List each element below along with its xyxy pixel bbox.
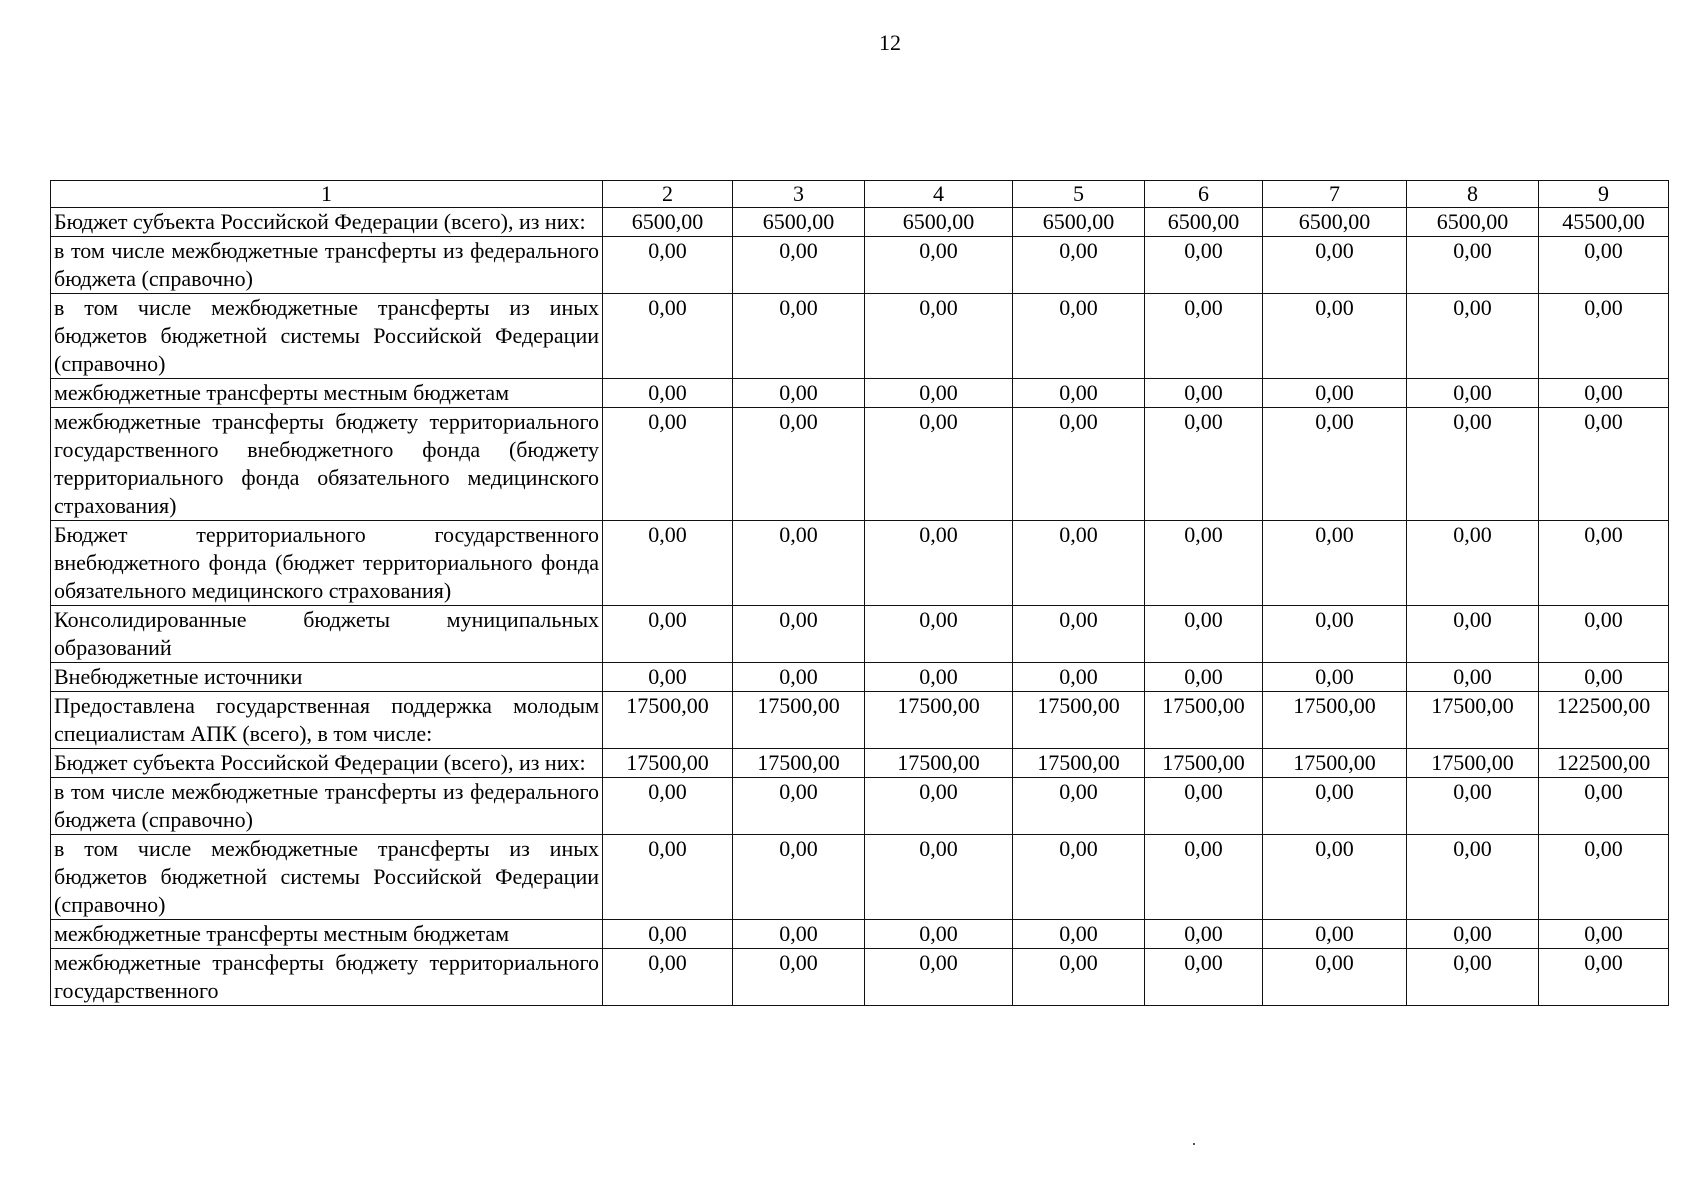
column-header: 7 (1263, 181, 1407, 208)
table-row (51, 379, 1669, 408)
value-cell: 0,00 (733, 408, 865, 521)
column-header: 5 (1013, 181, 1145, 208)
value-cell: 0,00 (733, 606, 865, 663)
table-row (51, 835, 1669, 920)
value-cell: 0,00 (1145, 521, 1263, 606)
value-cell: 0,00 (1263, 408, 1407, 521)
value-cell: 0,00 (1407, 379, 1539, 408)
value-cell: 0,00 (1407, 949, 1539, 1006)
value-cell: 0,00 (1145, 379, 1263, 408)
value-cell: 0,00 (1145, 606, 1263, 663)
value-cell: 0,00 (733, 949, 865, 1006)
value-cell: 0,00 (1145, 294, 1263, 379)
value-cell: 0,00 (1145, 920, 1263, 949)
value-cell: 0,00 (1263, 663, 1407, 692)
value-cell: 0,00 (1145, 237, 1263, 294)
value-cell: 0,00 (603, 408, 733, 521)
value-cell: 0,00 (1407, 521, 1539, 606)
value-cell: 0,00 (1407, 920, 1539, 949)
row-label: в том числе межбюджетные трансферты из иных бюджетов бюджетной системы Российской Федерации (справочно) (51, 294, 603, 379)
value-cell: 0,00 (603, 521, 733, 606)
value-cell: 0,00 (1145, 949, 1263, 1006)
value-cell: 17500,00 (865, 749, 1013, 778)
column-header: 1 (51, 181, 603, 208)
value-cell: 122500,00 (1539, 692, 1669, 749)
value-cell: 0,00 (1263, 294, 1407, 379)
value-cell: 122500,00 (1539, 749, 1669, 778)
page-number: 12 (879, 30, 901, 55)
value-cell: 17500,00 (1145, 692, 1263, 749)
value-cell: 0,00 (733, 521, 865, 606)
value-cell: 0,00 (1407, 294, 1539, 379)
value-cell: 0,00 (865, 379, 1013, 408)
value-cell: 6500,00 (865, 208, 1013, 237)
value-cell: 0,00 (865, 294, 1013, 379)
value-cell: 0,00 (1539, 835, 1669, 920)
table-row (51, 749, 1669, 778)
value-cell: 17500,00 (1407, 692, 1539, 749)
value-cell: 0,00 (603, 379, 733, 408)
value-cell: 0,00 (865, 663, 1013, 692)
value-cell: 0,00 (865, 778, 1013, 835)
row-label: межбюджетные трансферты местным бюджетам (51, 379, 603, 408)
value-cell: 0,00 (1539, 920, 1669, 949)
value-cell: 0,00 (1263, 379, 1407, 408)
value-cell: 0,00 (1539, 379, 1669, 408)
value-cell: 0,00 (1013, 379, 1145, 408)
value-cell: 0,00 (865, 237, 1013, 294)
value-cell: 0,00 (1013, 521, 1145, 606)
value-cell: 0,00 (1263, 835, 1407, 920)
value-cell: 17500,00 (865, 692, 1013, 749)
value-cell: 0,00 (1407, 237, 1539, 294)
value-cell: 0,00 (1013, 408, 1145, 521)
column-header: 2 (603, 181, 733, 208)
value-cell: 0,00 (1263, 949, 1407, 1006)
value-cell: 17500,00 (603, 749, 733, 778)
value-cell: 0,00 (603, 663, 733, 692)
value-cell: 0,00 (1013, 237, 1145, 294)
value-cell: 0,00 (733, 778, 865, 835)
value-cell: 6500,00 (1263, 208, 1407, 237)
value-cell: 6500,00 (1145, 208, 1263, 237)
value-cell: 17500,00 (603, 692, 733, 749)
value-cell: 0,00 (603, 949, 733, 1006)
table-row (51, 606, 1669, 663)
value-cell: 0,00 (1539, 237, 1669, 294)
value-cell: 0,00 (1145, 835, 1263, 920)
value-cell: 0,00 (1539, 408, 1669, 521)
value-cell: 17500,00 (1263, 749, 1407, 778)
row-label: Внебюджетные источники (51, 663, 603, 692)
row-label: межбюджетные трансферты бюджету территориального государственного внебюджетного фонда (бюджету территориального фонда обязательного медицинского страхования) (51, 408, 603, 521)
row-label: в том числе межбюджетные трансферты из федерального бюджета (справочно) (51, 778, 603, 835)
value-cell: 0,00 (1013, 778, 1145, 835)
value-cell: 0,00 (1407, 663, 1539, 692)
value-cell: 0,00 (733, 920, 865, 949)
column-header: 6 (1145, 181, 1263, 208)
value-cell: 6500,00 (1407, 208, 1539, 237)
table-row (51, 920, 1669, 949)
value-cell: 0,00 (1263, 920, 1407, 949)
value-cell: 0,00 (733, 294, 865, 379)
value-cell: 17500,00 (1013, 749, 1145, 778)
value-cell: 0,00 (1407, 408, 1539, 521)
value-cell: 0,00 (603, 237, 733, 294)
value-cell: 0,00 (865, 408, 1013, 521)
row-label: Предоставлена государственная поддержка молодым специалистам АПК (всего), в том числе: (51, 692, 603, 749)
value-cell: 0,00 (865, 521, 1013, 606)
value-cell: 17500,00 (733, 692, 865, 749)
value-cell: 0,00 (733, 379, 865, 408)
value-cell: 6500,00 (603, 208, 733, 237)
row-label: Бюджет субъекта Российской Федерации (всего), из них: (51, 749, 603, 778)
table-row (51, 294, 1669, 379)
value-cell: 0,00 (603, 294, 733, 379)
row-label: межбюджетные трансферты местным бюджетам (51, 920, 603, 949)
table-row (51, 408, 1669, 521)
row-label: в том числе межбюджетные трансферты из федерального бюджета (справочно) (51, 237, 603, 294)
value-cell: 0,00 (603, 606, 733, 663)
value-cell: 0,00 (1145, 663, 1263, 692)
table-row (51, 949, 1669, 1006)
value-cell: 0,00 (1013, 920, 1145, 949)
value-cell: 0,00 (1539, 521, 1669, 606)
value-cell: 17500,00 (1013, 692, 1145, 749)
value-cell: 6500,00 (733, 208, 865, 237)
value-cell: 0,00 (1407, 778, 1539, 835)
value-cell: 0,00 (1145, 408, 1263, 521)
row-label: межбюджетные трансферты бюджету территориального государственного (51, 949, 603, 1006)
value-cell: 0,00 (603, 778, 733, 835)
value-cell: 0,00 (1407, 835, 1539, 920)
value-cell: 0,00 (733, 835, 865, 920)
column-header: 3 (733, 181, 865, 208)
value-cell: 17500,00 (1263, 692, 1407, 749)
value-cell: 0,00 (1407, 606, 1539, 663)
row-label: Консолидированные бюджеты муниципальных образований (51, 606, 603, 663)
value-cell: 0,00 (1263, 606, 1407, 663)
budget-table (50, 180, 1669, 1006)
value-cell: 0,00 (1539, 294, 1669, 379)
value-cell: 0,00 (1539, 606, 1669, 663)
value-cell: 0,00 (733, 663, 865, 692)
table-row (51, 521, 1669, 606)
value-cell: 17500,00 (1145, 749, 1263, 778)
column-header: 9 (1539, 181, 1669, 208)
value-cell: 0,00 (865, 949, 1013, 1006)
value-cell: 0,00 (1539, 949, 1669, 1006)
row-label: в том числе межбюджетные трансферты из иных бюджетов бюджетной системы Российской Федерации (справочно) (51, 835, 603, 920)
value-cell: 0,00 (865, 920, 1013, 949)
value-cell: 0,00 (1013, 835, 1145, 920)
table-row (51, 778, 1669, 835)
table-row (51, 237, 1669, 294)
value-cell: 0,00 (1263, 521, 1407, 606)
value-cell: 0,00 (865, 835, 1013, 920)
table-row (51, 208, 1669, 237)
table-body (51, 208, 1669, 1006)
value-cell: 0,00 (1539, 663, 1669, 692)
value-cell: 17500,00 (733, 749, 865, 778)
value-cell: 0,00 (733, 237, 865, 294)
value-cell: 0,00 (1145, 778, 1263, 835)
table-row (51, 692, 1669, 749)
table-row (51, 663, 1669, 692)
value-cell: 0,00 (603, 835, 733, 920)
value-cell: 0,00 (1013, 949, 1145, 1006)
value-cell: 6500,00 (1013, 208, 1145, 237)
value-cell: 0,00 (1539, 778, 1669, 835)
value-cell: 0,00 (1013, 663, 1145, 692)
table-header-row (51, 181, 1669, 208)
value-cell: 0,00 (865, 606, 1013, 663)
value-cell: 17500,00 (1407, 749, 1539, 778)
value-cell: 0,00 (1263, 237, 1407, 294)
value-cell: 0,00 (1263, 778, 1407, 835)
scan-speck (1193, 1143, 1195, 1145)
row-label: Бюджет субъекта Российской Федерации (всего), из них: (51, 208, 603, 237)
value-cell: 0,00 (1013, 606, 1145, 663)
value-cell: 0,00 (603, 920, 733, 949)
value-cell: 45500,00 (1539, 208, 1669, 237)
value-cell: 0,00 (1013, 294, 1145, 379)
column-header: 8 (1407, 181, 1539, 208)
column-header: 4 (865, 181, 1013, 208)
row-label: Бюджет территориального государственного внебюджетного фонда (бюджет территориального фонда обязательного медицинского страхования) (51, 521, 603, 606)
